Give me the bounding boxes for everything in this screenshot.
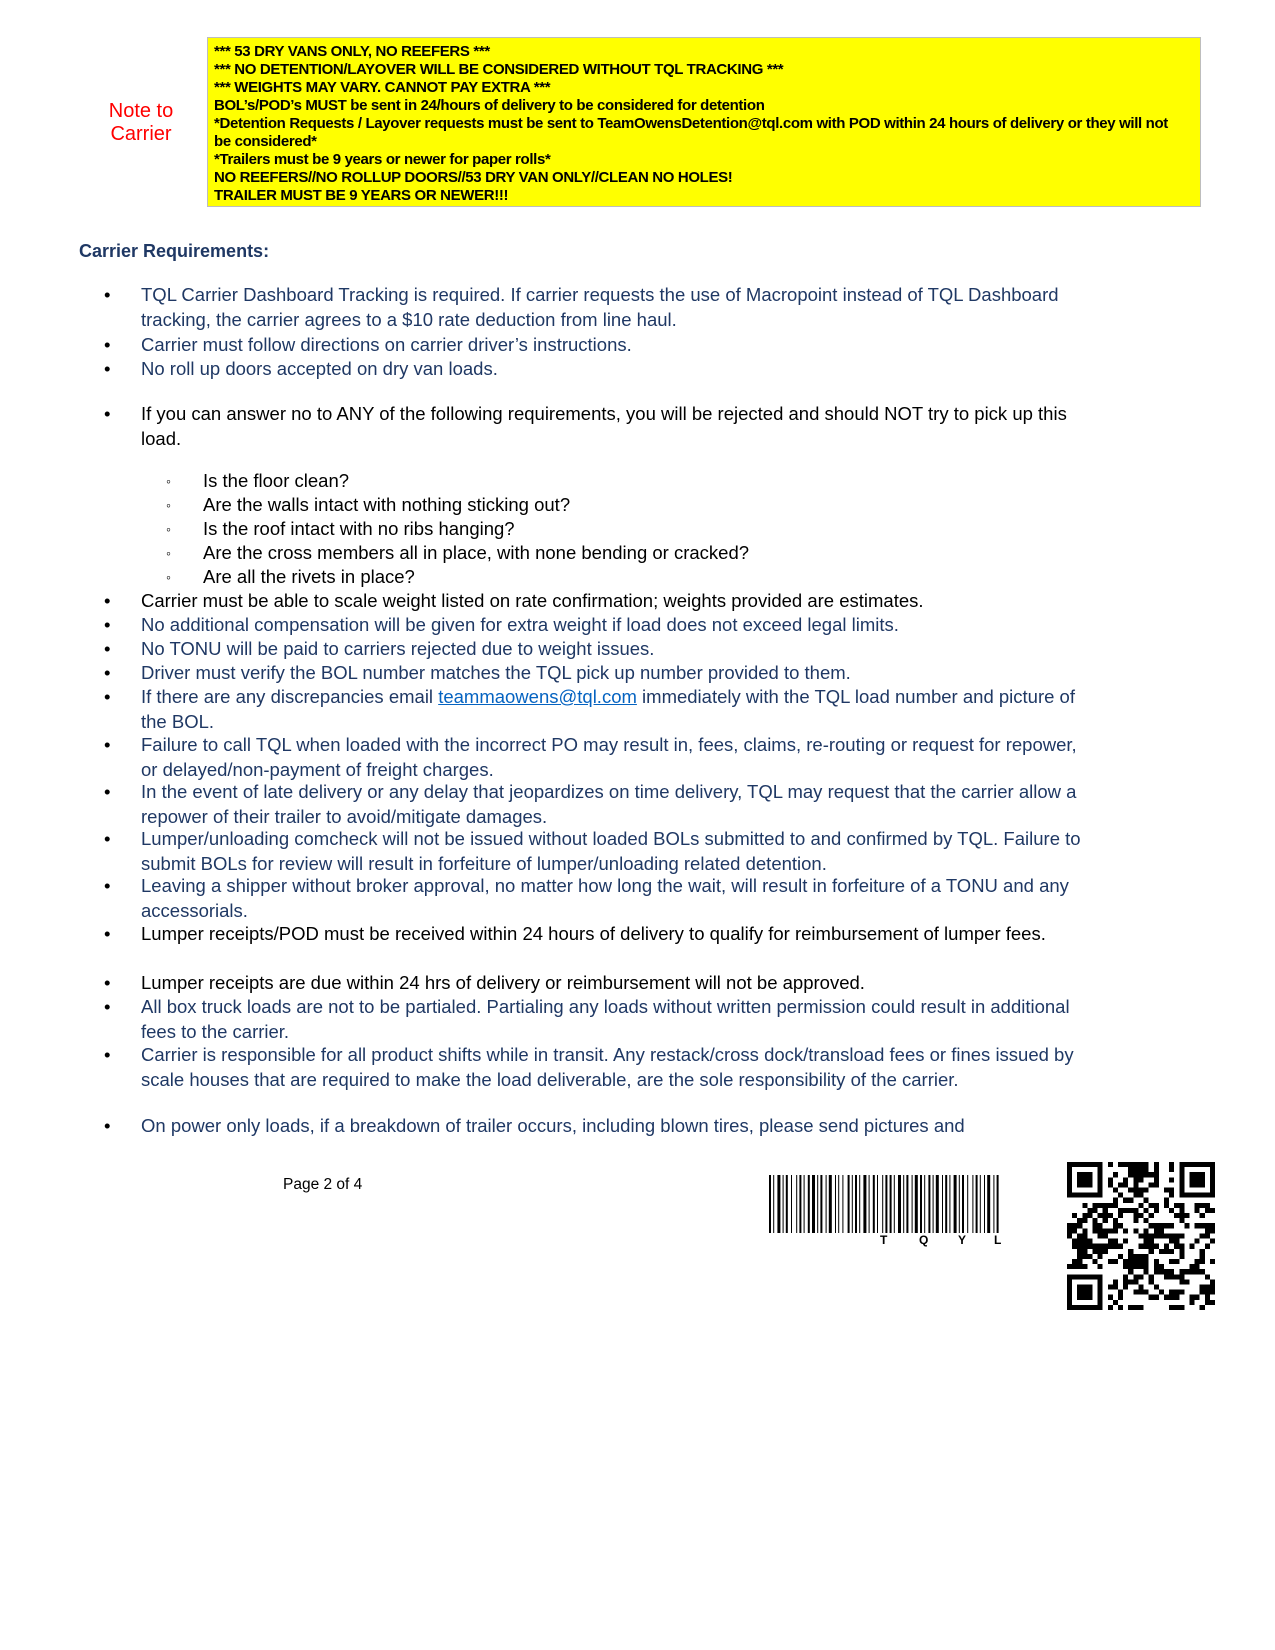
note-to-carrier-label (92, 100, 190, 146)
list-item-text: No roll up doors accepted on dry van loads. (141, 358, 498, 379)
sub-bullet-icon: ◦ (166, 497, 171, 513)
list-item-text: No TONU will be paid to carriers rejected due to weight issues. (141, 638, 655, 659)
sub-bullet-icon: ◦ (166, 521, 171, 537)
sub-list-item-text: Is the floor clean? (203, 470, 350, 491)
list-item-text: TQL Carrier Dashboard Tracking is required. If carrier requests the use of Macropoint instead of TQL Dashboard tracking, the carrier agrees to a $10 rate deduction from line haul. (141, 284, 1059, 330)
sub-list-item-text: Are all the rivets in place? (203, 566, 415, 587)
bullet-icon: • (104, 923, 111, 944)
note-line: *Trailers must be 9 years or newer for paper rolls* (214, 151, 551, 168)
bullet-icon: • (104, 875, 111, 896)
bullet-icon: • (104, 590, 111, 611)
list-item-text: Lumper receipts are due within 24 hrs of delivery or reimbursement will not be approved. (141, 972, 865, 993)
bullet-icon: • (104, 403, 111, 424)
sub-list-item-text: Are the walls intact with nothing sticking out? (203, 494, 571, 515)
bullet-icon: • (104, 686, 111, 707)
discrepancy-text-after: immediately with the TQL load number and picture of the BOL. (141, 686, 1075, 732)
sub-bullet-icon: ◦ (166, 545, 171, 561)
bullet-icon: • (104, 284, 111, 305)
list-item-text: Lumper/unloading comcheck will not be issued without loaded BOLs submitted to and confirmed by TQL. Failure to submit BOLs for review will result in forfeiture of lumper/unloading related detention. (141, 828, 1081, 874)
barcode-letter: Y (958, 1233, 967, 1247)
note-line: BOL’s/POD’s MUST be sent in 24/hours of delivery to be considered for detention (214, 97, 765, 114)
note-label-line-2: Carrier (110, 123, 172, 145)
sub-bullet-icon: ◦ (166, 569, 171, 585)
bullet-icon: • (104, 614, 111, 635)
list-item-text: Failure to call TQL when loaded with the incorrect PO may result in, fees, claims, re-routing or request for repower, or delayed/non-payment of freight charges. (141, 734, 1077, 780)
note-line: *** WEIGHTS MAY VARY. CANNOT PAY EXTRA *** (214, 79, 551, 96)
list-item-text: All box truck loads are not to be partialed. Partialing any loads without written permission could result in additional fees to the carrier. (141, 996, 1070, 1042)
carrier-requirements-heading: Carrier Requirements: (79, 241, 270, 261)
bullet-icon: • (104, 828, 111, 849)
bullet-icon: • (104, 1044, 111, 1065)
list-item-text: Leaving a shipper without broker approval, no matter how long the wait, will result in forfeiture of a TONU and any accessorials. (141, 875, 1069, 921)
bullet-icon: • (104, 358, 111, 379)
list-item-text: On power only loads, if a breakdown of trailer occurs, including blown tires, please send pictures and (141, 1115, 965, 1136)
page-number: Page 2 of 4 (283, 1176, 363, 1193)
note-line: *** NO DETENTION/LAYOVER WILL BE CONSIDERED WITHOUT TQL TRACKING *** (214, 61, 784, 78)
bullet-icon: • (104, 1115, 111, 1136)
bullet-icon: • (104, 781, 111, 802)
list-item-text: Driver must verify the BOL number matches the TQL pick up number provided to them. (141, 662, 851, 683)
note-line: TRAILER MUST BE 9 YEARS OR NEWER!!! (214, 187, 509, 204)
barcode-letter: T (880, 1233, 888, 1247)
bullet-icon: • (104, 334, 111, 355)
email-link[interactable]: teammaowens@tql.com (438, 686, 637, 707)
list-item-text: Lumper receipts/POD must be received within 24 hours of delivery to qualify for reimbursement of lumper fees. (141, 923, 1046, 944)
list-item-text: If you can answer no to ANY of the following requirements, you will be rejected and should NOT try to pick up this load. (141, 403, 1067, 449)
note-line: *Detention Requests / Layover requests must be sent to TeamOwensDetention@tql.com with POD within 24 hours of delivery or they will not be considered* (214, 115, 1168, 150)
discrepancy-text-before: If there are any discrepancies email (141, 686, 439, 707)
bullet-icon: • (104, 734, 111, 755)
list-item-text: Carrier must be able to scale weight listed on rate confirmation; weights provided are estimates. (141, 590, 924, 611)
list-item-text: Carrier is responsible for all product shifts while in transit. Any restack/cross dock/transload fees or fines issued by scale houses that are required to make the load deliverable, are the sole responsibility of the carrier. (141, 1044, 1074, 1090)
barcode-letter: L (994, 1233, 1002, 1247)
note-label-line-1: Note to (108, 100, 174, 122)
bullet-icon: • (104, 638, 111, 659)
list-item-text: No additional compensation will be given for extra weight if load does not exceed legal limits. (141, 614, 899, 635)
sub-list-item-text: Are the cross members all in place, with none bending or cracked? (203, 542, 750, 563)
bullet-icon: • (104, 662, 111, 683)
barcode-image (769, 1175, 1052, 1233)
sub-list-item-text: Is the roof intact with no ribs hanging? (203, 518, 515, 539)
note-line: *** 53 DRY VANS ONLY, NO REEFERS *** (214, 43, 490, 60)
note-line: NO REEFERS//NO ROLLUP DOORS//53 DRY VAN ONLY//CLEAN NO HOLES! (214, 169, 733, 186)
qr-code-image (1067, 1162, 1215, 1310)
note-box (207, 37, 1201, 207)
list-item-text: In the event of late delivery or any delay that jeopardizes on time delivery, TQL may request that the carrier allow a repower of their trailer to avoid/mitigate damages. (141, 781, 1077, 827)
bullet-icon: • (104, 996, 111, 1017)
list-item-text: Carrier must follow directions on carrier driver’s instructions. (141, 334, 632, 355)
barcode-letter: Q (919, 1233, 929, 1247)
bullet-icon: • (104, 972, 111, 993)
sub-bullet-icon: ◦ (166, 473, 171, 489)
list-item-text (141, 685, 1091, 734)
